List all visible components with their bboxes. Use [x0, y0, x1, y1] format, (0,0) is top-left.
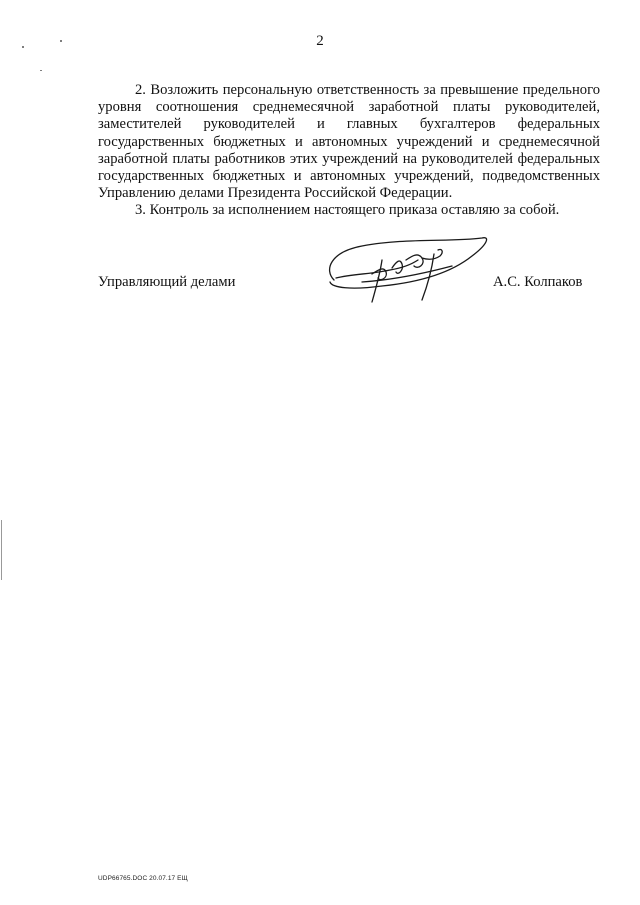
paragraph-responsibility: 2. Возложить персональную ответственность за превышение предельного уровня соотношения среднемесячной заработной платы руководителей, заместителей руководителей и главных бухгалтеров федеральных государственных бюджетных и автономных учреждений и среднемесячной заработной платы работников этих учреждений на руководителей федеральных государственных бюджетных и автономных учреждений, подведомственных Управлению делами Президента Российской Федерации.: [98, 82, 600, 202]
signatory-position: Управляющий делами: [98, 274, 236, 290]
scan-edge-mark: [1, 520, 2, 580]
handwritten-signature: [322, 230, 492, 308]
document-body: [98, 82, 600, 220]
signatory-name: А.С. Колпаков: [493, 274, 583, 290]
page-number: 2: [316, 33, 324, 49]
document-footer-code: UDP66765.DOC 20.07.17 ЕЩ: [98, 875, 188, 882]
paragraph-control: 3. Контроль за исполнением настоящего приказа оставляю за собой.: [135, 202, 560, 219]
scan-speck: [40, 70, 42, 71]
